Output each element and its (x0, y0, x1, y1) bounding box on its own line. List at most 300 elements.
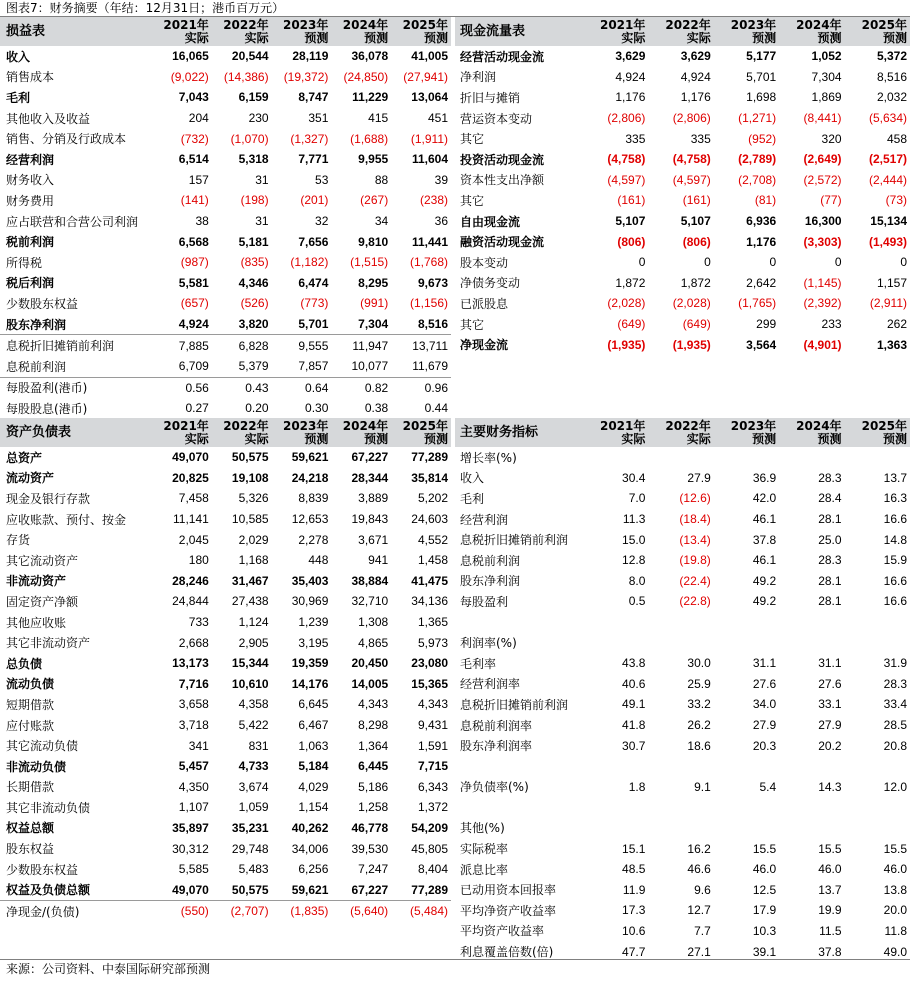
cell-value (845, 612, 910, 633)
cell-value: 20.0 (883, 903, 907, 918)
cell-value: 5,581 (178, 275, 209, 290)
cell-value: 7,043 (178, 90, 209, 105)
table-row (455, 273, 910, 294)
cell-value: 34,006 (291, 841, 329, 856)
year-kind: 预测 (304, 431, 329, 446)
row-label: 净债务变动 (460, 276, 521, 291)
cell-value: (835) (240, 255, 269, 270)
cell-value: 262 (886, 317, 907, 332)
cell-value: 14.8 (883, 532, 907, 547)
income-body (0, 46, 451, 419)
cell-value: 7,716 (178, 676, 209, 691)
cell-value: 31 (255, 172, 269, 187)
ratios-header-row (455, 418, 910, 447)
cell-value: 4,029 (298, 779, 329, 794)
cell-value (583, 447, 648, 468)
cell-value: 9.6 (694, 882, 711, 897)
cell-value: (5,484) (391, 901, 451, 922)
cell-value: 4,924 (680, 69, 711, 84)
table-row (455, 550, 910, 571)
cell-value (714, 447, 779, 468)
cell-value: 33.2 (687, 697, 711, 712)
cell-value: 0.56 (152, 377, 212, 398)
cell-value: 20.3 (752, 738, 777, 753)
row-label: 息税折旧摊销前利润 (460, 533, 569, 548)
cell-value: 43.8 (622, 656, 646, 671)
cell-value (779, 447, 844, 468)
cell-value: 15.5 (818, 841, 842, 856)
cell-value: 5,184 (298, 759, 329, 774)
cell-value: 46.6 (687, 862, 711, 877)
cell-value: 49,070 (172, 882, 209, 897)
cell-value: (1,182) (290, 255, 329, 270)
cell-value: (649) (682, 317, 711, 332)
cell-value: 19,843 (351, 512, 389, 527)
cell-value: (2,517) (868, 152, 907, 167)
cell-value: 7,885 (152, 335, 212, 356)
cell-value: (267) (360, 193, 389, 208)
cell-value: 10.3 (752, 923, 777, 938)
table-row (455, 190, 910, 211)
cell-value: 1,168 (238, 553, 269, 568)
table-row (455, 46, 910, 67)
cell-value: 47.7 (622, 944, 646, 959)
cell-value: 5,107 (615, 214, 646, 229)
cell-value: (987) (180, 255, 209, 270)
cell-value: 35,814 (411, 470, 448, 485)
cell-value: 23,080 (411, 656, 448, 671)
cell-value: 11.3 (622, 512, 646, 527)
table-row (455, 694, 910, 715)
year-header (845, 418, 910, 447)
year-kind: 实际 (686, 30, 711, 45)
cell-value: 6,828 (212, 335, 272, 356)
cell-value: 36,078 (351, 49, 389, 64)
cell-value: 15.5 (883, 841, 907, 856)
table-title: 损益表 (0, 17, 152, 46)
cell-value (845, 818, 910, 839)
cell-value: (773) (300, 296, 329, 311)
year-label: 2023年 (730, 17, 777, 32)
cashflow-statement-table (455, 17, 910, 355)
cell-value: 13.7 (818, 882, 842, 897)
cell-value: 3,564 (746, 337, 777, 352)
row-label: 息税前利润率 (460, 718, 533, 733)
cell-value: (2,911) (869, 296, 907, 311)
cell-value: 7,247 (358, 862, 389, 877)
row-label: 税后利润 (6, 276, 55, 291)
row-label: 融资活动现金流 (460, 235, 545, 250)
cell-value: 59,621 (291, 450, 329, 465)
row-label: 净现金流 (460, 338, 509, 353)
cell-value: (2,707) (212, 901, 272, 922)
cell-value: 415 (368, 111, 389, 126)
cell-value: (2,444) (868, 172, 907, 187)
cell-value: 6,936 (746, 214, 777, 229)
cell-value: 1,365 (417, 615, 448, 630)
cell-value: 46,778 (351, 820, 389, 835)
row-label: 经营利润率 (460, 677, 521, 692)
row-label: 净负债率(%) (460, 780, 529, 795)
table-row (0, 377, 451, 398)
table-row (0, 356, 451, 377)
cell-value: 49.2 (752, 573, 777, 588)
cell-value: 28,119 (292, 49, 329, 64)
income-statement-table (0, 17, 451, 419)
table-row (455, 715, 910, 736)
cell-value: (238) (419, 193, 448, 208)
cell-value: 35,403 (291, 573, 329, 588)
cell-value: 1,591 (417, 738, 448, 753)
cell-value: 180 (188, 553, 209, 568)
cell-value: (806) (617, 234, 646, 249)
year-kind: 预测 (817, 431, 842, 446)
cell-value: 31.1 (818, 656, 842, 671)
row-label (455, 797, 583, 818)
cell-value: 34,136 (411, 594, 448, 609)
row-label: 息税折旧摊销前利润 (460, 697, 569, 712)
row-label: 资本性支出净额 (460, 173, 545, 188)
row-label: 利润率(%) (460, 636, 517, 651)
cell-value: 9,673 (417, 275, 448, 290)
cell-value: (991) (360, 296, 389, 311)
cell-value: (3,303) (803, 234, 842, 249)
row-label: 其他(%) (460, 821, 505, 836)
cell-value: (2,806) (672, 111, 711, 126)
cell-value: 38,884 (351, 573, 389, 588)
cashflow-body (455, 46, 910, 355)
cell-value: (1,935) (672, 337, 711, 352)
year-kind: 预测 (364, 30, 389, 45)
cell-value: 3,195 (298, 635, 329, 650)
cell-value: 7,458 (178, 491, 209, 506)
key-ratios-table (455, 418, 910, 962)
table-row (0, 128, 451, 149)
cell-value: 7,857 (298, 359, 329, 374)
cell-value: 20,544 (231, 49, 269, 64)
year-kind: 预测 (752, 30, 777, 45)
table-row (455, 653, 910, 674)
cell-value (845, 447, 910, 468)
row-label: 其它 (460, 317, 485, 332)
table-row (0, 398, 451, 419)
ratios-table (455, 418, 910, 962)
cell-value: 14,005 (351, 676, 389, 691)
cell-value (648, 612, 713, 633)
year-kind: 实际 (686, 431, 711, 446)
table-row (455, 591, 910, 612)
row-label: 营运资本变动 (460, 111, 533, 126)
cell-value: 29,748 (231, 841, 269, 856)
cell-value: (2,806) (607, 111, 646, 126)
table-row (455, 334, 910, 355)
cell-value: 5,457 (178, 759, 209, 774)
table-row (0, 694, 451, 715)
table-row (455, 252, 910, 273)
row-label: 销售成本 (6, 70, 55, 85)
row-label: 流动资产 (6, 471, 55, 486)
cell-value: 1,239 (298, 615, 329, 630)
cell-value: 10,585 (231, 512, 269, 527)
cell-value: 45,805 (411, 841, 448, 856)
row-label: 股东净利润 (6, 317, 67, 332)
cell-value: 18.6 (687, 738, 711, 753)
cell-value (714, 797, 779, 818)
cell-value: 15.5 (752, 841, 777, 856)
row-label: 总负债 (6, 656, 43, 671)
cell-value: 1,059 (238, 800, 269, 815)
cell-value: 5.4 (759, 779, 777, 794)
cell-value: 10,077 (351, 359, 389, 374)
table-row (0, 571, 451, 592)
cell-value: 46.1 (752, 553, 777, 568)
row-label: 少数股东权益 (6, 862, 79, 877)
cell-value: 8,404 (417, 862, 448, 877)
cell-value: (1,768) (409, 255, 448, 270)
cell-value: 28,246 (172, 573, 209, 588)
table-row (455, 859, 910, 880)
cell-value: 6,445 (358, 759, 389, 774)
year-label: 2024年 (342, 418, 389, 433)
cell-value: (550) (152, 901, 212, 922)
cell-value: 4,358 (238, 697, 269, 712)
cell-value: 31,467 (231, 573, 269, 588)
cell-value: 233 (821, 317, 842, 332)
cell-value: (4,597) (672, 172, 711, 187)
table-row (0, 149, 451, 170)
year-label: 2023年 (730, 418, 777, 433)
row-label: 股东净利润 (460, 574, 521, 589)
year-kind: 实际 (184, 431, 209, 446)
cell-value (779, 612, 844, 633)
cell-value: 0 (900, 255, 907, 270)
cell-value: 6,514 (178, 152, 209, 167)
year-header (152, 17, 212, 46)
cell-value (845, 756, 910, 777)
year-label: 2023年 (282, 418, 329, 433)
cell-value (845, 632, 910, 653)
cell-value: (2,649) (803, 152, 842, 167)
table-row (455, 632, 910, 653)
cell-value: 11.8 (884, 923, 907, 938)
cell-value (648, 756, 713, 777)
row-label: 其它 (460, 193, 485, 208)
table-row (0, 293, 451, 314)
year-header (212, 17, 272, 46)
cell-value: 30,312 (172, 841, 209, 856)
cell-value: 41,475 (411, 573, 448, 588)
cell-value: 15.0 (622, 532, 646, 547)
cell-value: 50,575 (231, 450, 269, 465)
cell-value: 25.9 (687, 676, 711, 691)
cell-value: 4,924 (178, 317, 209, 332)
cell-value: (161) (682, 193, 711, 208)
cell-value: (24,850) (343, 69, 389, 84)
table-row (455, 571, 910, 592)
table-row (455, 447, 910, 468)
table-row (0, 67, 451, 88)
table-row (0, 447, 451, 468)
row-label: 其他应收账 (6, 615, 67, 630)
row-label: 投资活动现金流 (460, 152, 545, 167)
row-label: 已动用资本回报率 (460, 883, 557, 898)
cell-value: (18.4) (679, 512, 711, 527)
cell-value: 20,825 (172, 470, 209, 485)
cell-value: 30.0 (687, 656, 711, 671)
table-row (455, 797, 910, 818)
table-row (455, 468, 910, 489)
table-row (0, 190, 451, 211)
cell-value: 13.7 (883, 470, 907, 485)
cell-value: 12.8 (622, 553, 646, 568)
cell-value: 230 (248, 111, 269, 126)
cell-value: 35,231 (231, 820, 269, 835)
cell-value: 19,359 (291, 656, 329, 671)
year-label: 2021年 (599, 17, 646, 32)
cell-value: 48.5 (622, 862, 646, 877)
cell-value (648, 797, 713, 818)
cell-value: 27.9 (752, 718, 777, 733)
row-label: 股本变动 (460, 255, 509, 270)
year-header (648, 418, 713, 447)
cell-value: 9,555 (272, 335, 332, 356)
year-label: 2022年 (665, 418, 711, 433)
cell-value: (4,901) (803, 337, 842, 352)
table-row (0, 468, 451, 489)
cell-value: (806) (682, 234, 711, 249)
row-label: 自由现金流 (460, 214, 521, 229)
cell-value: (1,911) (410, 131, 448, 146)
cell-value: 33.1 (818, 697, 842, 712)
cell-value: 1,364 (358, 738, 389, 753)
cell-value: 30.7 (622, 738, 646, 753)
cell-value: 11,947 (331, 335, 391, 356)
cell-value: 3,671 (358, 532, 389, 547)
cashflow-header-row (455, 17, 910, 46)
cell-value: 13.8 (883, 882, 907, 897)
cell-value (583, 632, 648, 653)
cell-value: 4,552 (417, 532, 448, 547)
cell-value: (13.4) (679, 532, 711, 547)
table-row (0, 252, 451, 273)
row-label: 息税前利润 (460, 553, 521, 568)
cell-value: 15,134 (870, 214, 907, 229)
cell-value: 27.9 (818, 718, 842, 733)
cell-value: 32,710 (351, 594, 389, 609)
cell-value: 11,229 (352, 90, 389, 105)
cell-value: 299 (756, 317, 777, 332)
cell-value (583, 797, 648, 818)
ratios-body (455, 447, 910, 962)
cell-value: 3,820 (238, 317, 269, 332)
cell-value: (9,022) (170, 69, 209, 84)
cell-value: (732) (180, 131, 209, 146)
cell-value: 19.9 (818, 903, 842, 918)
cell-value: 31 (255, 214, 269, 229)
cell-value: 5,585 (178, 862, 209, 877)
cell-value: 10.6 (622, 923, 646, 938)
year-kind: 预测 (423, 30, 448, 45)
cell-value (779, 797, 844, 818)
row-label: 其它非流动负债 (6, 800, 91, 815)
year-kind: 预测 (423, 431, 448, 446)
row-label: 少数股东权益 (6, 296, 79, 311)
year-kind: 实际 (184, 30, 209, 45)
year-header (714, 17, 779, 46)
cell-value: 39 (434, 172, 448, 187)
cell-value: 12,653 (291, 512, 329, 527)
table-row (455, 293, 910, 314)
cell-value: 39.1 (752, 944, 777, 959)
cell-value: 17.3 (622, 903, 646, 918)
row-label: 非流动负债 (6, 759, 67, 774)
cell-value: 6,568 (178, 234, 209, 249)
row-label: 折旧与摊销 (460, 90, 521, 105)
cell-value: 11,141 (172, 512, 209, 527)
cell-value: 448 (308, 553, 329, 568)
row-label: 非流动资产 (6, 574, 67, 589)
cell-value (779, 818, 844, 839)
cell-value: (2,392) (803, 296, 842, 311)
table-row (0, 612, 451, 633)
cell-value: 27.1 (687, 944, 711, 959)
cell-value: 13,064 (411, 90, 448, 105)
table-row (455, 87, 910, 108)
cell-value: 36.9 (752, 470, 777, 485)
row-label: 销售、分销及行政成本 (6, 132, 127, 147)
year-header (583, 418, 648, 447)
table-row (0, 653, 451, 674)
balance-body (0, 447, 451, 922)
cell-value (714, 612, 779, 633)
cell-value (583, 756, 648, 777)
row-label: 每股股息(港币) (6, 401, 88, 416)
cell-value (714, 756, 779, 777)
cell-value: (2,028) (607, 296, 646, 311)
row-label: 应占联营和合营公司利润 (6, 214, 139, 229)
cell-value: 36 (434, 214, 448, 229)
year-label: 2022年 (665, 17, 711, 32)
cell-value: (19,372) (283, 69, 329, 84)
table-row (0, 529, 451, 550)
cell-value: 27.6 (752, 676, 777, 691)
table-row (0, 509, 451, 530)
row-label: 存货 (6, 533, 31, 548)
cell-value: 1,176 (680, 90, 711, 105)
cell-value: (4,758) (672, 152, 711, 167)
cell-value: 7.0 (628, 491, 646, 506)
year-kind: 预测 (817, 30, 842, 45)
table-row (0, 591, 451, 612)
cell-value: 40,262 (291, 820, 329, 835)
cell-value: 2,278 (298, 532, 329, 547)
cell-value: (4,758) (607, 152, 646, 167)
row-label: 应收账款、预付、按金 (6, 512, 127, 527)
cell-value: 38 (195, 214, 209, 229)
row-label: 股东权益 (6, 842, 55, 857)
cell-value: 451 (427, 111, 448, 126)
row-label: 实际税率 (460, 842, 509, 857)
cell-value: 6,709 (178, 359, 209, 374)
cell-value: 3,889 (358, 491, 389, 506)
cell-value (714, 818, 779, 839)
cell-value: 11,441 (411, 234, 448, 249)
cell-value: 5,202 (417, 491, 448, 506)
table-row (455, 879, 910, 900)
row-label: 派息比率 (460, 862, 509, 877)
cell-value: 27.9 (687, 470, 711, 485)
cell-value: 335 (625, 131, 646, 146)
